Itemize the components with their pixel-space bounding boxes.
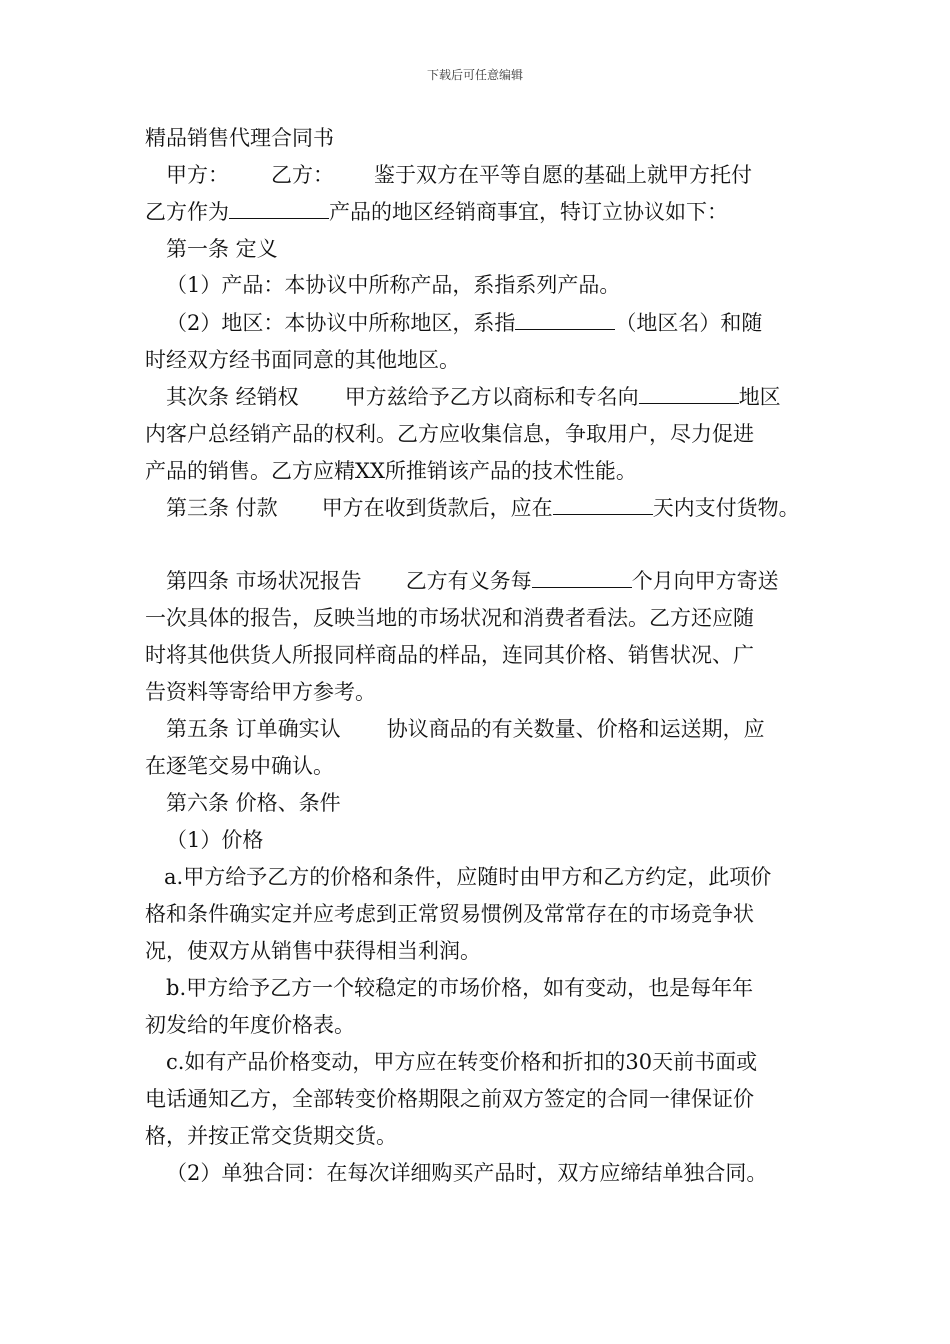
paragraph-line: 初发给的年度价格表。 — [145, 1013, 355, 1037]
document-title: 精品销售代理合同书 — [145, 126, 334, 150]
blank-region-2 — [639, 383, 739, 404]
party-line — [166, 161, 752, 189]
paragraph-line: （2）单独合同：在每次详细购买产品时，双方应缔结单独合同。 — [166, 1161, 768, 1185]
paragraph-line: 产品的销售。乙方应精XX所推销该产品的技术性能。 — [145, 459, 637, 483]
paragraph-line: 况，使双方从销售中获得相当利润。 — [145, 939, 481, 963]
paragraph-line: 时经双方经书面同意的其他地区。 — [145, 348, 460, 372]
paragraph-line: b.甲方给予乙方一个较稳定的市场价格，如有变动，也是每年年 — [166, 976, 754, 1000]
paragraph-line: c.如有产品价格变动，甲方应在转变价格和折扣的30天前书面或 — [166, 1050, 758, 1074]
party-a-label: 甲方： — [166, 163, 229, 187]
section-heading: 第六条 价格、条件 — [166, 791, 341, 815]
paragraph-line: 在逐笔交易中确认。 — [145, 754, 334, 778]
blank-region — [515, 309, 615, 330]
paragraph-line: 内客户总经销产品的权利。乙方应收集信息，争取用户，尽力促进 — [145, 422, 754, 446]
blank-days — [553, 494, 653, 515]
section-heading: 第四条 市场状况报告 乙方有义务每 个月向甲方寄送 — [166, 569, 779, 593]
party-b-label: 乙方： — [271, 163, 334, 187]
paragraph-line: 一次具体的报告，反映当地的市场状况和消费者看法。乙方还应随 — [145, 606, 754, 630]
section-heading: 第五条 订单确实认 协议商品的有关数量、价格和运送期，应 — [166, 717, 765, 741]
paragraph-line: （2）地区：本协议中所称地区，系指 （地区名）和随 — [166, 311, 763, 335]
paragraph-line: a.甲方给予乙方的价格和条件，应随时由甲方和乙方约定，此项价 — [164, 865, 772, 889]
paragraph-line: 乙方作为 产品的地区经销商事宜，特订立协议如下： — [145, 200, 728, 224]
paragraph-line: 格，并按正常交货期交货。 — [145, 1124, 397, 1148]
section-heading: 第一条 定义 — [166, 237, 278, 261]
blank-months — [532, 567, 632, 588]
paragraph-line: （1）产品：本协议中所称产品，系指系列产品。 — [166, 273, 621, 297]
subsection-heading: （1）价格 — [166, 828, 264, 852]
section-heading: 其次条 经销权 甲方兹给予乙方以商标和专名向 地区 — [166, 385, 781, 409]
preamble-text: 鉴于双方在平等自愿的基础上就甲方托付 — [374, 163, 752, 187]
paragraph-line: 电话通知乙方，全部转变价格期限之前双方签定的合同一律保证价 — [145, 1087, 754, 1111]
section-heading: 第三条 付款 甲方在收到货款后，应在 天内支付货物。 — [166, 496, 800, 520]
paragraph-line: 时将其他供货人所报同样商品的样品，连同其价格、销售状况、广 — [145, 643, 754, 667]
paragraph-line: 格和条件确实定并应考虑到正常贸易惯例及常常存在的市场竞争状 — [145, 902, 754, 926]
header-note: 下载后可任意编辑 — [426, 68, 523, 82]
blank-product — [229, 198, 329, 219]
paragraph-line: 告资料等寄给甲方参考。 — [145, 680, 376, 704]
